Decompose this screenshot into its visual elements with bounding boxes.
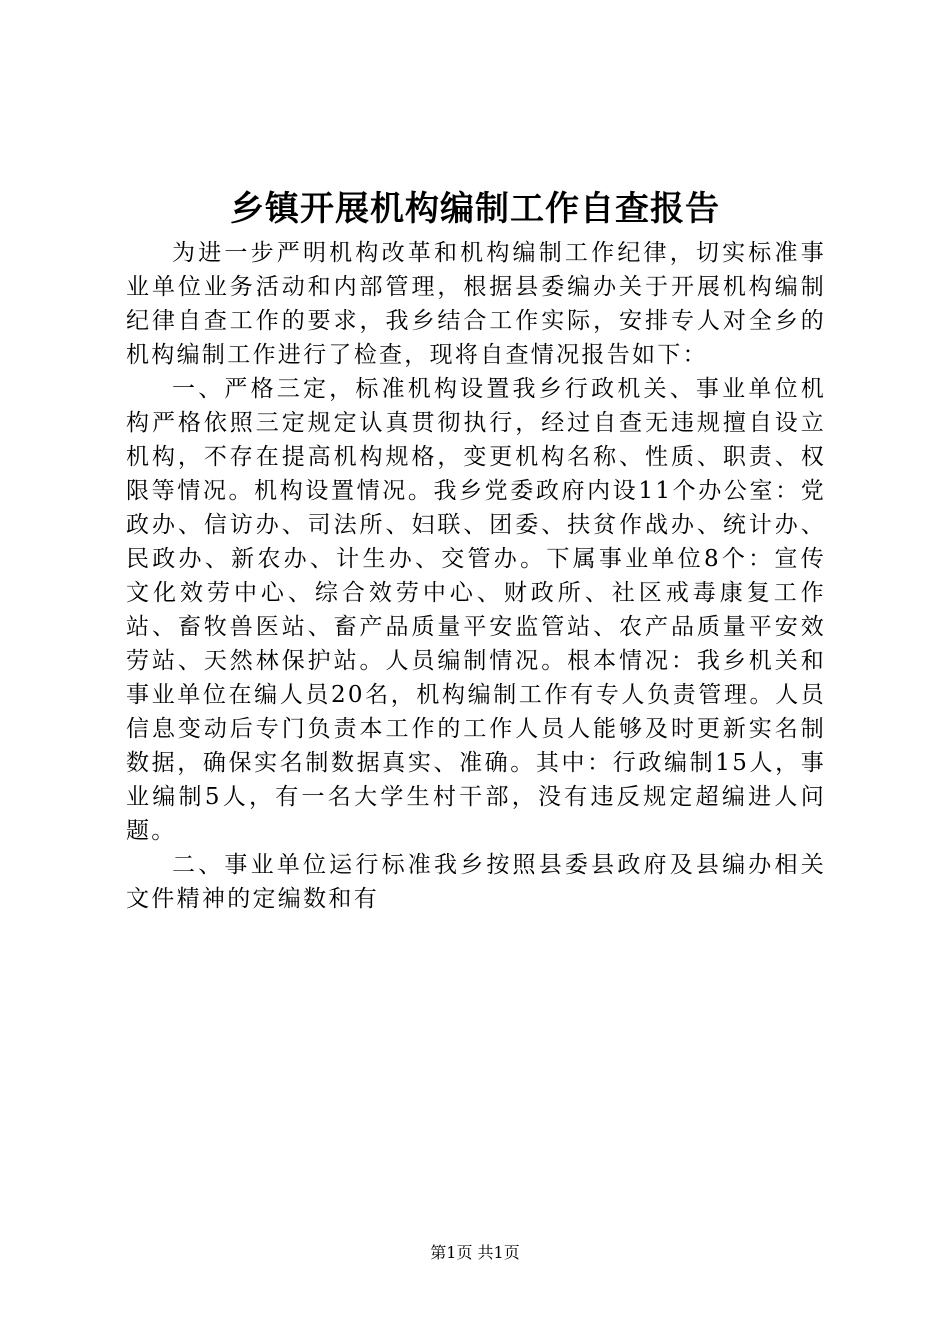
document-title: 乡镇开展机构编制工作自查报告 bbox=[230, 189, 720, 229]
paragraph-section-two: 二、事业单位运行标准我乡按照县委县政府及县编办相关文件精神的定编数和有 bbox=[126, 852, 826, 912]
page-footer: 第1页 共1页 bbox=[430, 1243, 520, 1262]
document-body bbox=[126, 236, 826, 916]
paragraph-intro: 为进一步严明机构改革和机构编制工作纪律，切实标准事业单位业务活动和内部管理，根据县委编办关于开展机构编制纪律自查工作的要求，我乡结合工作实际，安排专人对全乡的机构编制工作进行了检查，现将自查情况报告如下： bbox=[126, 240, 826, 368]
paragraph-section-one: 一、严格三定，标准机构设置我乡行政机关、事业单位机构严格依照三定规定认真贯彻执行，经过自查无违规擅自设立机构，不存在提高机构规格，变更机构名称、性质、职责、权限等情况。机构设置情况。我乡党委政府内设11个办公室：党政办、信访办、司法所、妇联、团委、扶贫作战办、统计办、民政办、新农办、计生办、交管办。下属事业单位8个：宣传文化效劳中心、综合效劳中心、财政所、社区戒毒康复工作站、畜牧兽医站、畜产品质量平安监管站、农产品质量平安效劳站、天然林保护站。人员编制情况。根本情况：我乡机关和事业单位在编人员20名，机构编制工作有专人负责管理。人员信息变动后专门负责本工作的工作人员人能够及时更新实名制数据，确保实名制数据真实、准确。其中：行政编制15人，事业编制5人，有一名大学生村干部，没有违反规定超编进人问题。 bbox=[126, 376, 826, 844]
